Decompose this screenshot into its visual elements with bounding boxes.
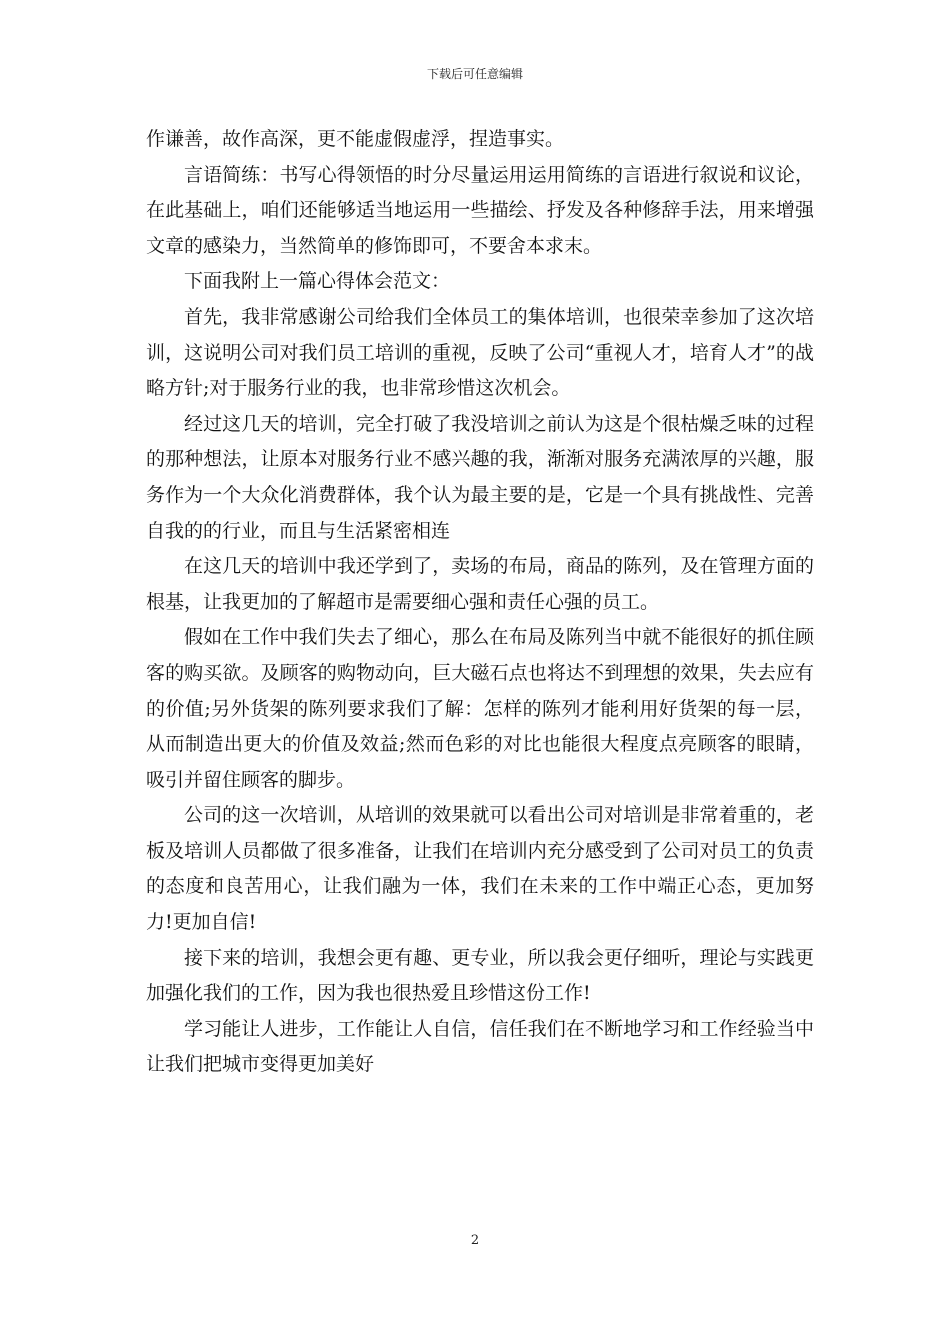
paragraph-language-concise: 言语简练：书写心得领悟的时分尽量运用运用简练的言语进行叙说和议论，在此基础上，咱们还能够适当地运用一些描绘、抒发及各种修辞手法，用来增强文章的感染力，当然简单的修饰即可，不要舍本求末。 <box>146 163 814 257</box>
paragraph-sample-intro: 下面我附上一篇心得体会范文： <box>184 270 451 293</box>
paragraph-continuation: 作谦善，故作高深，更不能虚假虚浮，捏造事实。 <box>146 128 565 150</box>
paragraph-training-impression: 经过这几天的培训，完全打破了我没培训之前认为这是个很枯燥乏味的过程的那种想法，让原本对服务行业不感兴趣的我，渐渐对服务充满浓厚的兴趣，服务作为一个大众化消费群体，我个认为最主要的是，它是一个具有挑战性、完善自我的的行业，而且与生活紧密相连 <box>146 412 814 542</box>
document-body <box>146 122 814 1083</box>
paragraph-store-layout: 在这几天的培训中我还学到了，卖场的布局，商品的陈列，及在管理方面的根基，让我更加的了解超市是需要细心强和责任心强的员工。 <box>146 555 814 613</box>
page-number: 2 <box>470 1233 480 1248</box>
paragraph-display-details: 假如在工作中我们失去了细心，那么在布局及陈列当中就不能很好的抓住顾客的购买欲。及顾客的购物动向，巨大磁石点也将达不到理想的效果，失去应有的价值;另外货架的陈列要求我们了解：怎样的陈列才能利用好货架的每一层，从而制造出更大的价值及效益;然而色彩的对比也能很大程度点亮顾客的眼睛，吸引并留住顾客的脚步。 <box>146 626 814 791</box>
paragraph-thanks: 首先，我非常感谢公司给我们全体员工的集体培训，也很荣幸参加了这次培训，这说明公司对我们员工培训的重视，反映了公司“重视人才，培育人才”的战略方针;对于服务行业的我，也非常珍惜这次机会。 <box>146 305 814 400</box>
paragraph-future-training: 接下来的培训，我想会更有趣、更专业，所以我会更仔细听，理论与实践更加强化我们的工作，因为我也很热爱且珍惜这份工作! <box>146 946 814 1005</box>
paragraph-conclusion: 学习能让人进步，工作能让人自信，信任我们在不断地学习和工作经验当中让我们把城市变得更加美好 <box>146 1017 814 1076</box>
page-header: 下载后可任意编辑 <box>426 67 523 81</box>
paragraph-company-effort: 公司的这一次培训，从培训的效果就可以看出公司对培训是非常着重的，老板及培训人员都做了很多准备，让我们在培训内充分感受到了公司对员工的负责的态度和良苦用心，让我们融为一体，我们在未来的工作中端正心态，更加努力!更加自信! <box>146 804 814 934</box>
